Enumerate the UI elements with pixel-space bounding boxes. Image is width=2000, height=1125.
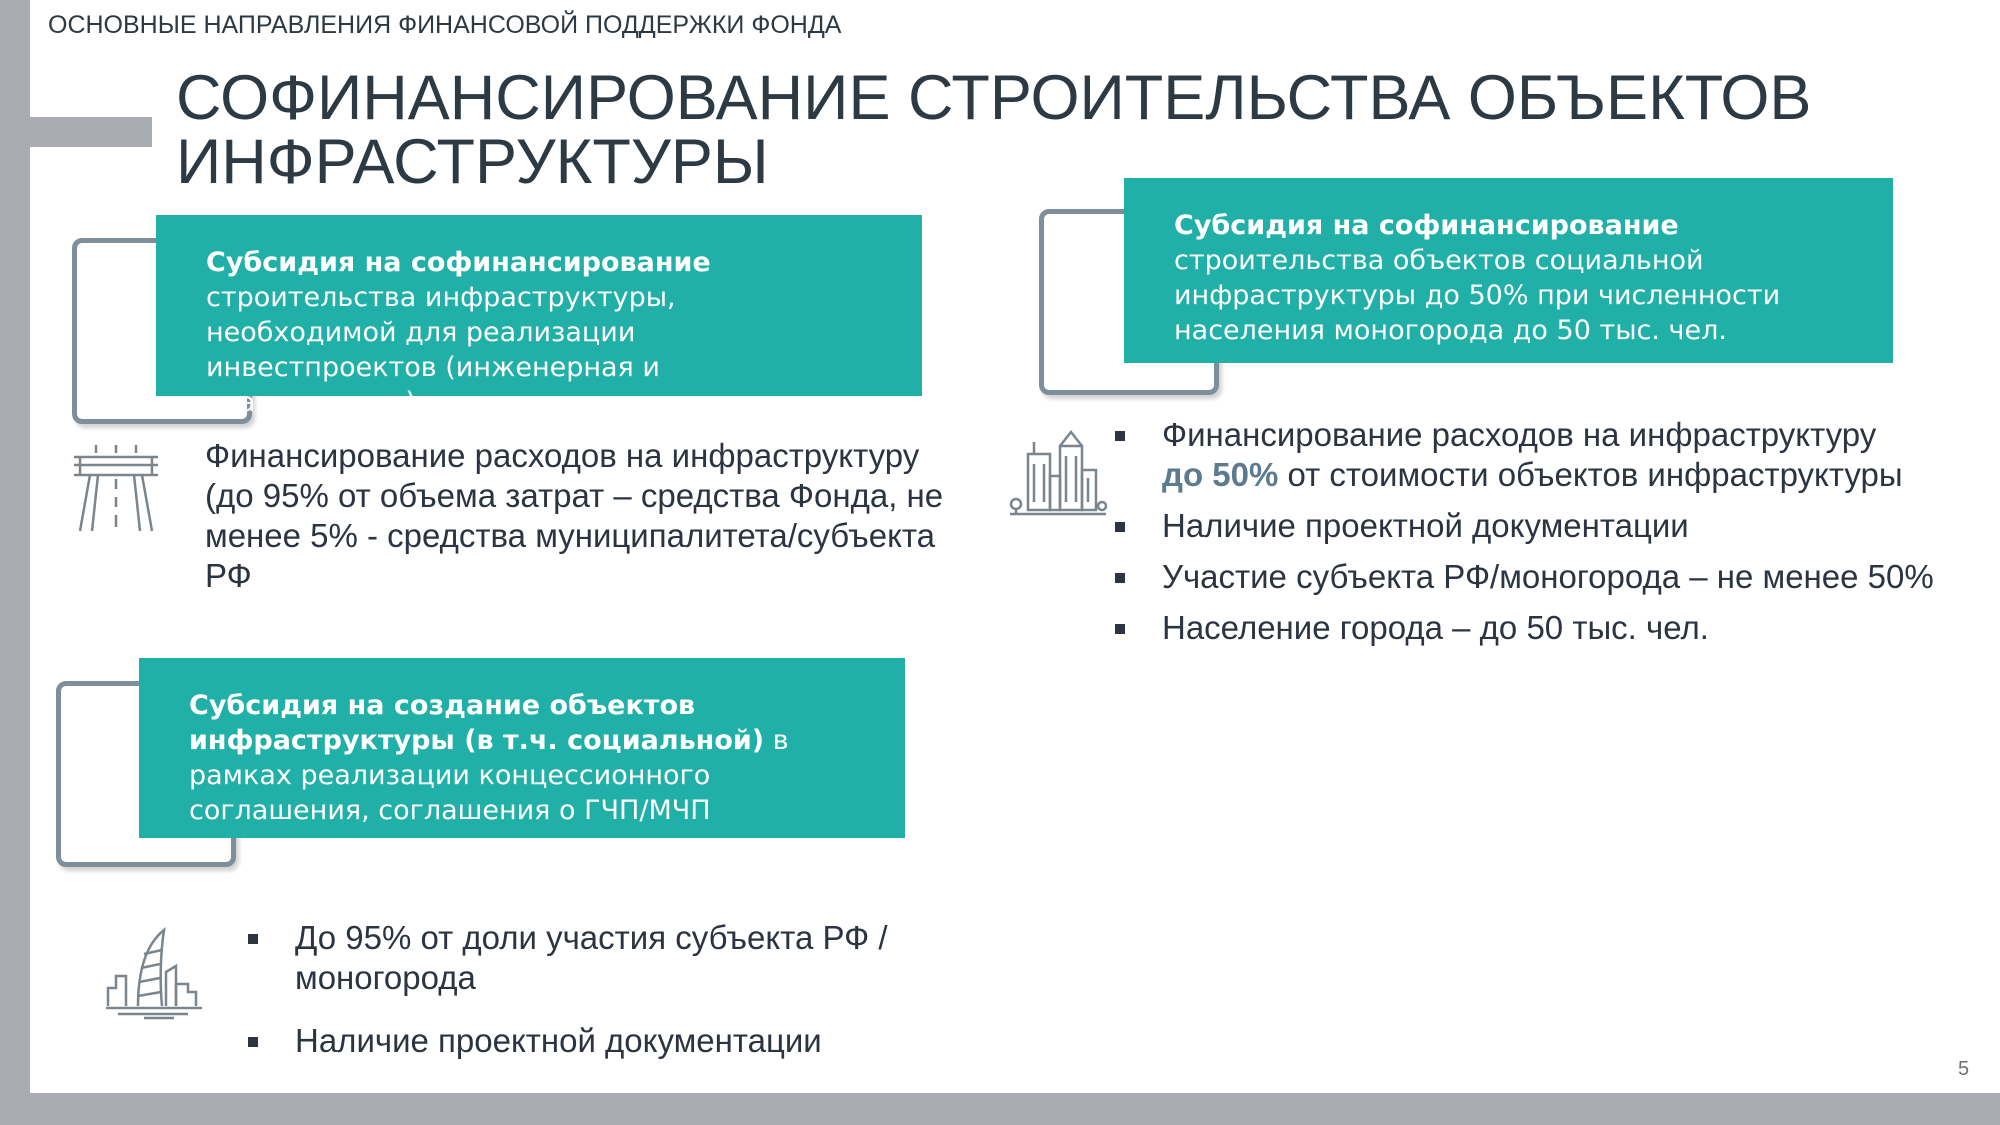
list-item-text: Наличие проектной документации [1162,507,1689,544]
title-line-2: ИНФРАСТРУКТУРЫ [176,127,769,197]
list-item [1112,557,1992,597]
subsidy-box-3-bold: Субсидия на софинансирование [1174,210,1679,241]
subsidy-box-3 [1124,178,1893,363]
title-line-1: СОФИНАНСИРОВАНИЕ СТРОИТЕЛЬСТВА ОБЪЕКТОВ [176,63,1812,133]
list-item [1112,608,1992,648]
list-item [245,918,945,998]
bullet-square [1115,431,1125,441]
page-title [176,63,1812,197]
list-item [1112,506,1992,546]
block2-bullet-list [245,918,945,1061]
subsidy-box-1-text: строительства инфраструктуры, необходимой для реализации инвестпроектов (инженерная и транспортная) [206,282,676,418]
buildings-icon [1008,428,1108,524]
list-item-text: До 95% от доли участия субъекта РФ /моногорода [295,919,888,996]
list-item-text: Население города – до 50 тыс. чел. [1162,609,1709,646]
frame-left-bar [0,0,30,1125]
skyline-icon [104,926,204,1024]
block3-bullet-list [1112,415,1992,648]
list-item-text: Наличие проектной документации [295,1022,822,1059]
bullet-square [1115,624,1125,634]
accent-bar [30,117,152,147]
frame-bottom-bar [0,1093,2000,1125]
bullet-square [248,934,258,944]
bullet-square [248,1037,258,1047]
list-item [1112,415,1992,495]
list-item [245,1021,945,1061]
block1-body: Финансирование расходов на инфраструктуру (до 95% от объема затрат – средства Фонда, не менее 5% - средства муниципалитета/субъекта РФ [205,437,944,594]
list-item-text-post: от стоимости объектов инфраструктуры [1278,456,1903,493]
section-label: ОСНОВНЫЕ НАПРАВЛЕНИЯ ФИНАНСОВОЙ ПОДДЕРЖКИ ФОНДА [48,11,842,39]
subsidy-box-2 [139,658,905,838]
list-item-text-pre: Финансирование расходов на инфраструктуру [1162,416,1877,453]
bullet-square [1115,573,1125,583]
subsidy-box-2-text: в рамках реализации концессионного соглашения, соглашения о ГЧП/МЧП [189,725,789,826]
list-item-text: Участие субъекта РФ/моногорода – не менее 50% [1162,558,1934,595]
page-number: 5 [1958,1058,1970,1080]
road-icon [68,443,164,539]
highlight-percent: до 50% [1162,456,1279,493]
subsidy-box-1 [156,215,922,418]
subsidy-box-1-bold: Субсидия на софинансирование [206,247,711,278]
bullet-square [1115,522,1125,532]
subsidy-box-3-text: строительства объектов социальной инфраструктуры до 50% при численности населения моногорода до 50 тыс. чел. [1174,245,1781,346]
subsidy-box-2-bold: Субсидия на создание объектов инфраструктуры (в т.ч. социальной) [189,690,765,756]
